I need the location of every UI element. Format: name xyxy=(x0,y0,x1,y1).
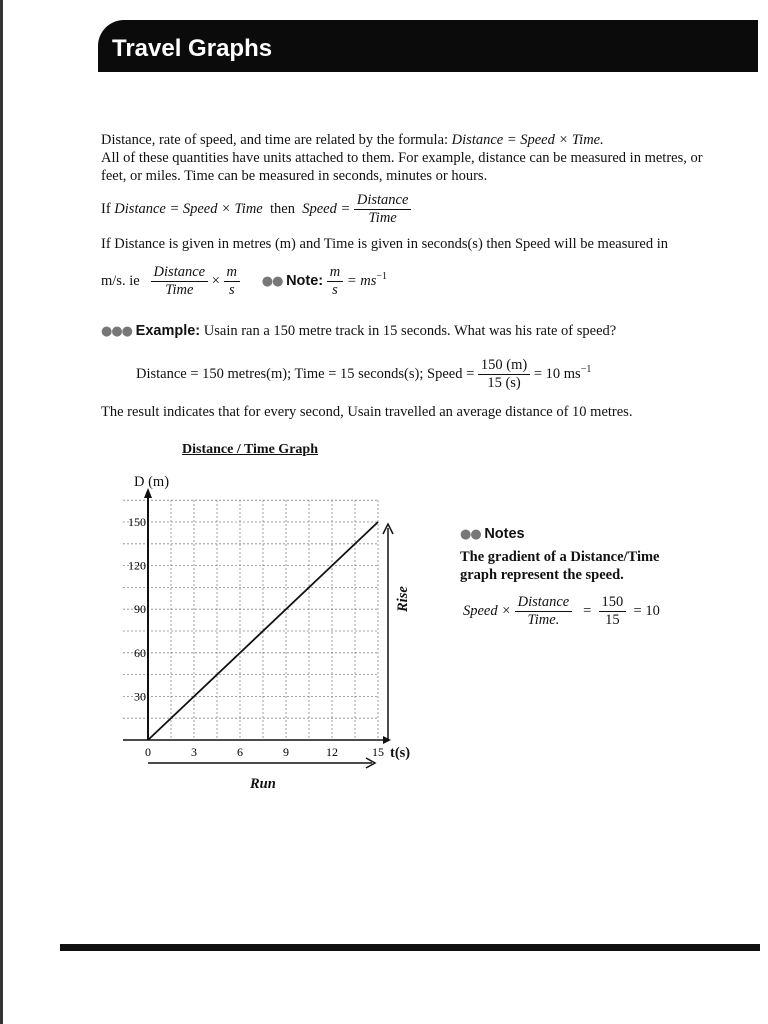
example-label: Example: xyxy=(135,323,201,339)
notes-fraction-2-den: 15 xyxy=(605,612,620,628)
x-axis-arrow-icon xyxy=(383,736,391,744)
y-tick-label: 30 xyxy=(134,689,146,704)
notes-heading xyxy=(460,525,525,544)
units-fraction-3-den: s xyxy=(332,282,338,298)
notes-fraction-1 xyxy=(515,594,573,629)
units-fraction-1-num: Distance xyxy=(151,264,209,282)
notes-bullets-icon: ●● xyxy=(460,527,481,542)
example-conclusion: The result indicates that for every second, Usain travelled an average distance of 10 metres. xyxy=(101,404,633,420)
intro-line-3: feet, or miles. Time can be measured in seconds, minutes or hours. xyxy=(101,168,488,184)
if-word: If xyxy=(101,200,111,217)
notes-fraction-2 xyxy=(599,594,627,629)
x-axis-label: t(s) xyxy=(390,745,411,761)
fraction-numerator: Distance xyxy=(354,192,412,210)
y-tick-label: 150 xyxy=(128,515,146,529)
units-fraction-1-den: Time xyxy=(165,282,194,298)
example-bullets-icon: ●●● xyxy=(101,324,133,339)
intro-line-1-text: Distance, rate of speed, and time are related by the formula: xyxy=(101,132,452,148)
y-tick-label: 90 xyxy=(134,602,146,617)
note-label: Note: xyxy=(286,272,324,289)
units-prefix: m/s. ie xyxy=(101,272,140,289)
notes-lhs: Speed × xyxy=(463,602,512,619)
notes-label: Notes xyxy=(484,526,525,542)
run-label: Run xyxy=(250,776,276,792)
chart-grid xyxy=(123,500,378,740)
then-word: then xyxy=(269,200,295,217)
y-tick-label: 60 xyxy=(134,645,146,660)
example-question-text: Usain ran a 150 metre track in 15 seconds. What was his rate of speed? xyxy=(203,323,617,339)
notes-fraction-1-den: Time. xyxy=(527,612,560,628)
formula-lhs: Speed = xyxy=(302,200,351,217)
example-fraction-num: 150 (m) xyxy=(478,357,530,375)
formula-condition: Distance = Speed × Time xyxy=(114,200,263,217)
x-tick-label: 0 xyxy=(145,745,151,759)
example-result: = 10 ms xyxy=(533,365,581,382)
chart-axes xyxy=(123,488,391,744)
example-result-exponent: −1 xyxy=(580,364,592,375)
units-fraction-2-den: s xyxy=(228,282,235,298)
units-result: = ms xyxy=(346,272,377,289)
note-bullets-icon: ●● xyxy=(261,273,283,289)
intro-formula: Distance = Speed × Time. xyxy=(451,132,604,148)
x-tick-label: 15 xyxy=(372,745,384,759)
notes-line-1: The gradient of a Distance/Time xyxy=(460,549,660,565)
graph-title: Distance / Time Graph xyxy=(182,442,318,457)
x-tick-label: 12 xyxy=(326,745,338,759)
page-title: Travel Graphs xyxy=(112,35,273,62)
notes-fraction-1-num: Distance xyxy=(515,594,573,612)
example-fraction-den: 15 (s) xyxy=(487,375,521,391)
units-line: If Distance is given in metres (m) and Time is given in seconds(s) then Speed will be measured in xyxy=(101,236,669,252)
notes-result: = 10 xyxy=(633,602,660,619)
y-axis-label: D (m) xyxy=(134,474,170,490)
units-result-exponent: −1 xyxy=(376,271,388,282)
intro-line-2: All of these quantities have units attached to them. For example, distance can be measured in metres, or xyxy=(101,150,703,166)
fraction-denominator: Time xyxy=(368,210,397,226)
rise-label: Rise xyxy=(395,586,411,612)
x-tick-label: 6 xyxy=(237,745,243,759)
x-tick-label: 9 xyxy=(283,745,289,759)
x-tick-label: 3 xyxy=(191,745,197,759)
example-given: Distance = 150 metres(m); Time = 15 seconds(s); Speed = xyxy=(136,365,475,382)
bottom-rule xyxy=(60,944,760,951)
times-sign: × xyxy=(211,272,220,289)
notes-formula xyxy=(463,594,660,629)
notes-fraction-2-num: 150 xyxy=(599,594,627,612)
chart-rise-run xyxy=(148,524,393,768)
notes-equals: = xyxy=(583,602,592,619)
y-tick-label: 120 xyxy=(128,558,146,573)
notes-line-2: graph represent the speed. xyxy=(460,567,624,583)
units-fraction-3-num: m xyxy=(327,264,343,282)
units-fraction-2-num: m xyxy=(224,264,240,282)
